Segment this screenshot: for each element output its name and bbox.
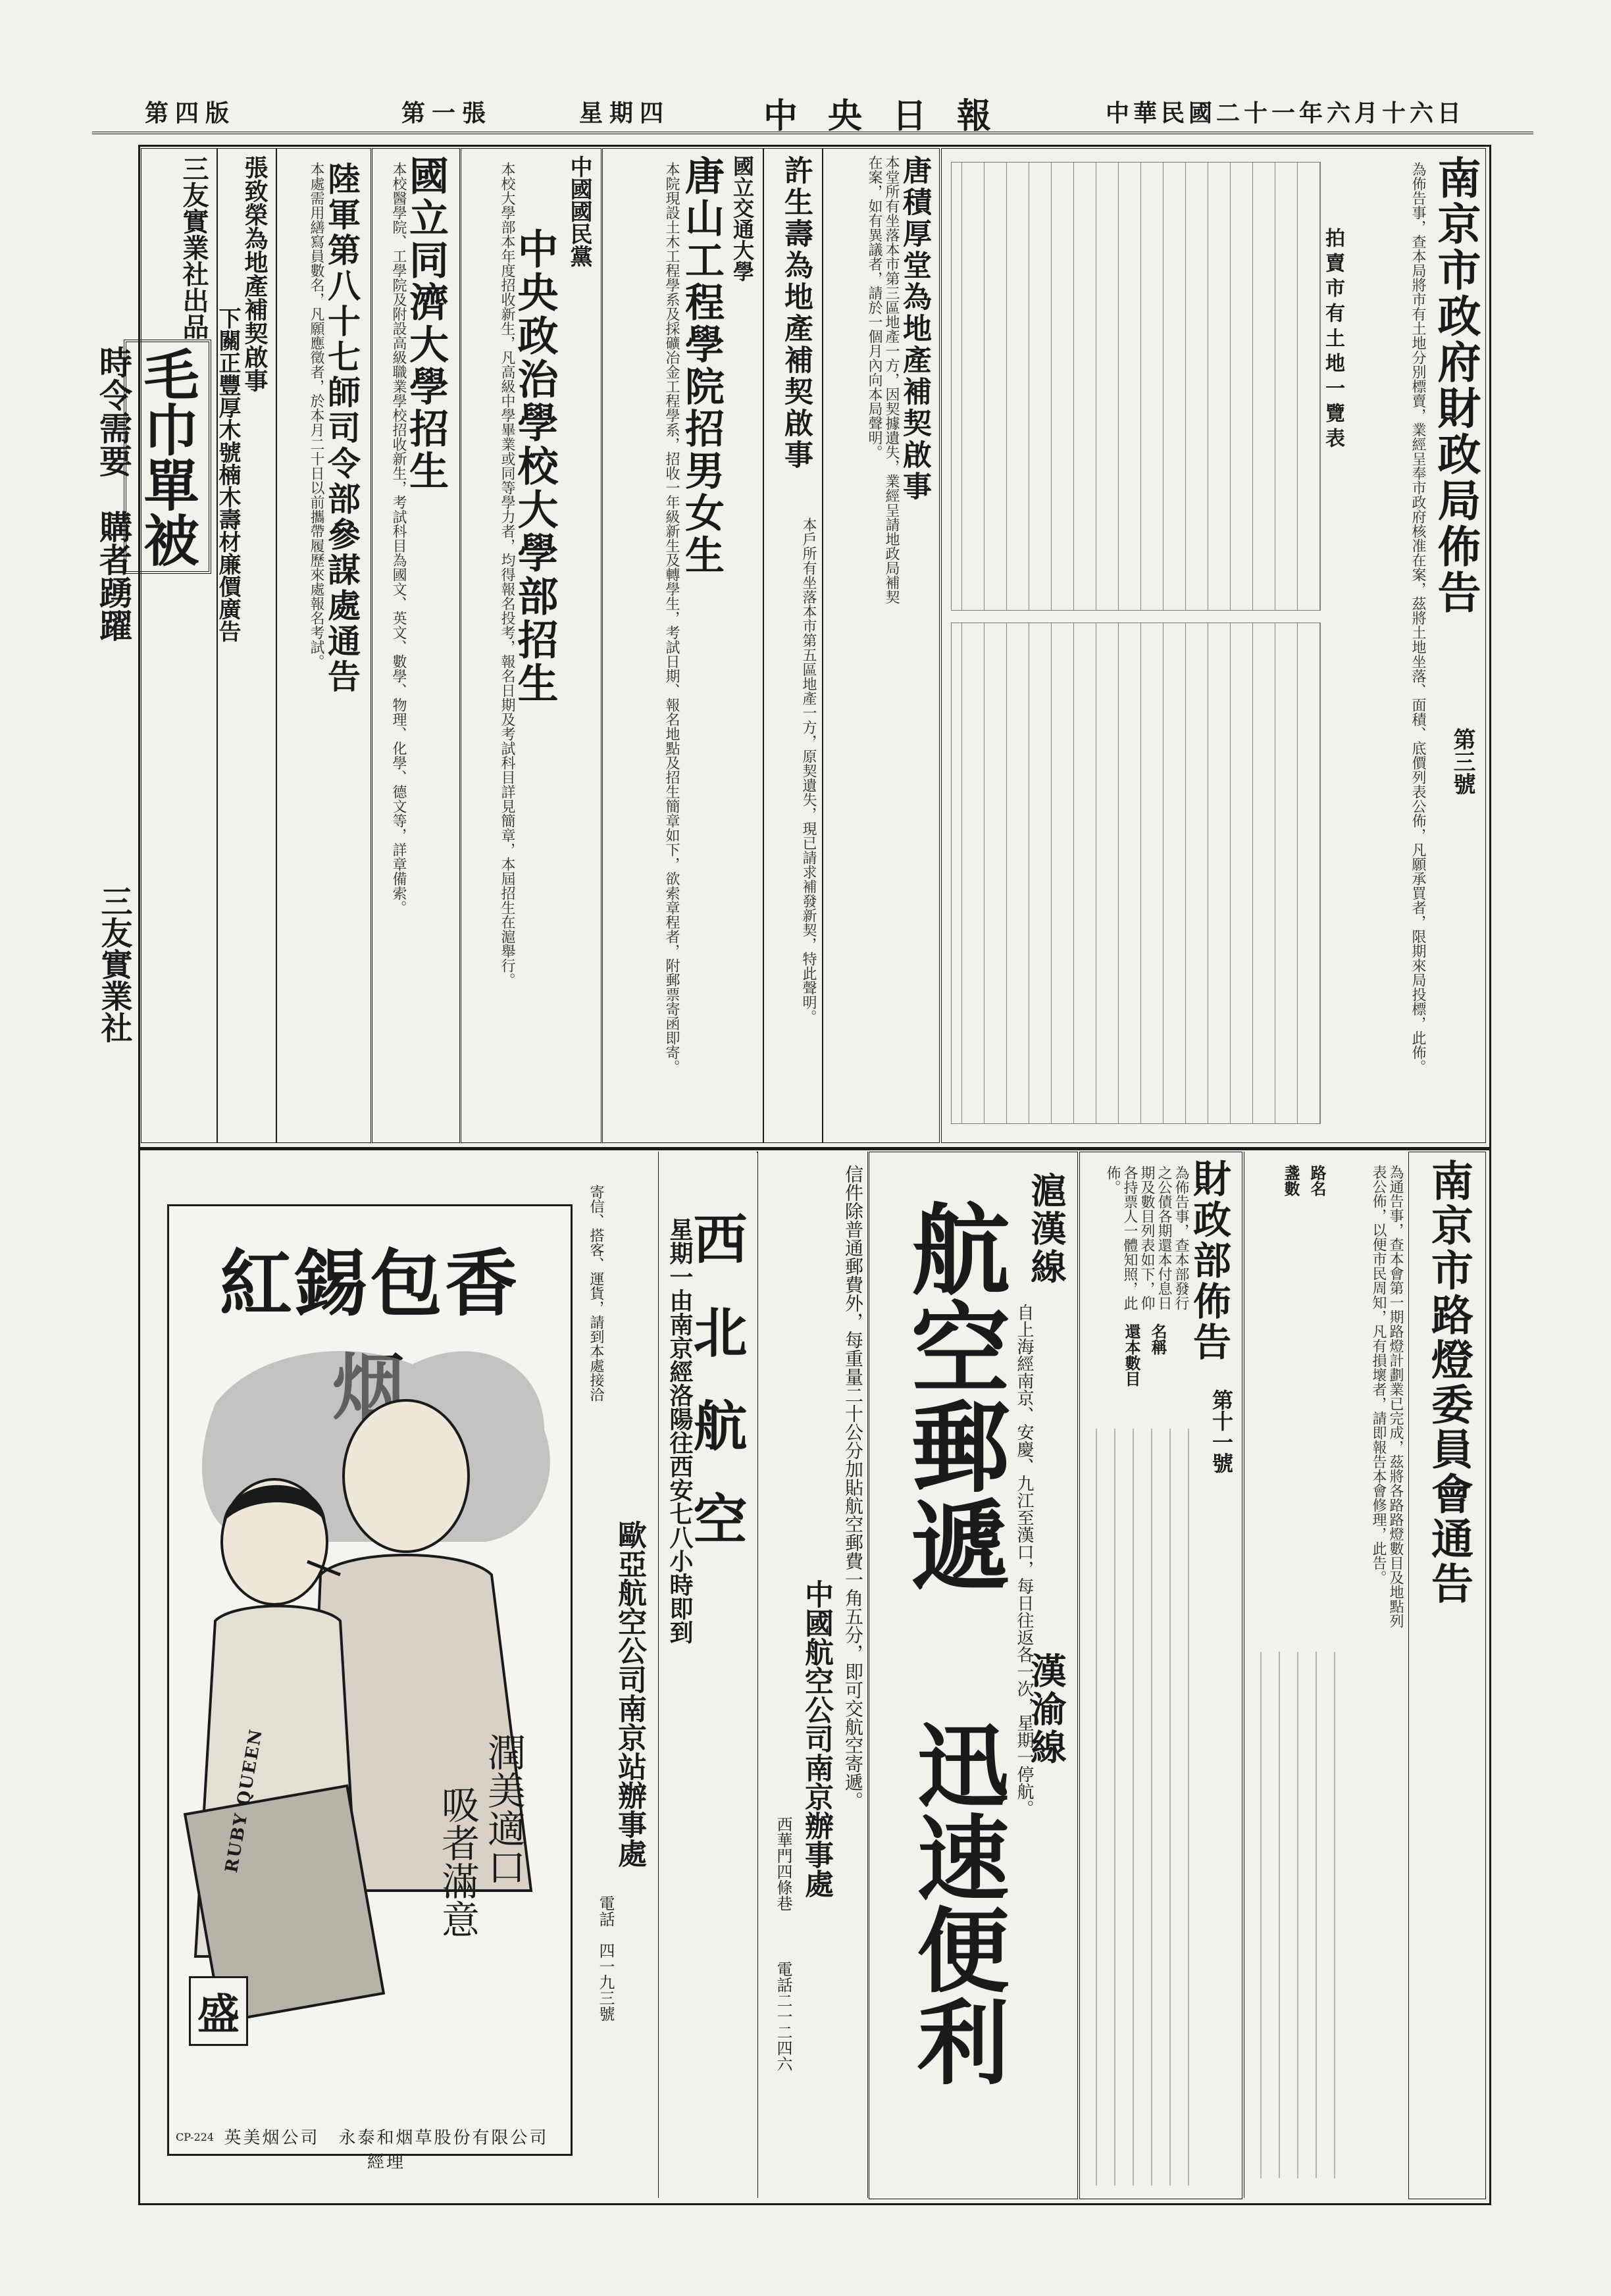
tongji-ad <box>372 148 460 1143</box>
elder-head <box>344 1400 469 1552</box>
airmail-route1: 滬漢線 <box>1025 1172 1067 1287</box>
masthead-paper: 中央日報 <box>763 96 1022 136</box>
cigarette-left-slogan: 吸者滿意 <box>435 1785 480 1938</box>
tangshan-title: 唐山工程學院招男女生 <box>678 155 725 576</box>
airmail-big2: 迅速便利 <box>902 1718 1010 2087</box>
finance-bureau-number: 第三號 <box>1449 728 1475 795</box>
finance-col-name: 名稱 <box>1148 1323 1167 1355</box>
tangshan-ad <box>602 148 763 1143</box>
land-table-heading: 拍賣市有土地一覽表 <box>1321 228 1344 453</box>
northwest-phone: 電話 四一九三號 <box>596 1895 615 2022</box>
notice-tangji-title: 唐積厚堂為地產補契啟事 <box>898 155 931 503</box>
lamp-rows <box>1250 1652 1335 2178</box>
lamp-col-road: 路名 <box>1308 1165 1327 1196</box>
land-table <box>951 162 1321 611</box>
towel-title: 毛巾單被 <box>124 340 211 574</box>
airmail-line1: 自上海經南京、安慶、九江至漢口，每日往返各一次，星期一停航。 <box>1014 1304 1034 1817</box>
tangshan-lead: 國立交通大學 <box>730 155 755 282</box>
tongji-title: 國立同濟大學招生 <box>403 155 449 492</box>
finance-bureau-title: 南京市政府財政局佈告 <box>1430 155 1481 616</box>
northwest-note: 寄信、搭客、運貨，請到本處接洽 <box>588 1185 604 1402</box>
airmail-ad <box>869 1152 1078 2199</box>
cigarette-footer: 英美烟公司 永泰和烟草股份有限公司經理 <box>224 2128 549 2172</box>
lumber-title: 下關正豐厚木號楠木壽材廉價廣告 <box>215 307 241 642</box>
cigarette-ad-frame <box>167 1204 573 2172</box>
airmail-note: 信件除普通郵費外，每重量二十公分加貼航空郵費一角五分，即可交航空寄遞。 <box>842 1165 864 1810</box>
finance-ministry-notice <box>1079 1152 1242 2199</box>
towel-slogan-display: 時令需要 購者踴躍 <box>94 345 133 642</box>
division87-notice <box>276 148 371 1143</box>
masthead-sheet: 第一張 <box>401 99 493 127</box>
notice-tangji-body: 本堂所有坐落本市第三區地產一方，因契據遺失，業經呈請地政局補契在案，如有異議者，請於一個月內向本局聲明。 <box>866 155 900 604</box>
lamp-col-count: 盞數 <box>1281 1165 1300 1196</box>
finance-ministry-title: 財政部佈告 <box>1187 1159 1231 1363</box>
zhongzheng-ad <box>461 148 601 1143</box>
finance-bureau-notice <box>941 148 1486 1143</box>
cigarette-pack-label: RUBY QUEEN <box>222 1727 267 1875</box>
lamp-notice <box>1408 1152 1486 2199</box>
airmail-company: 中國航空公司南京辦事處 <box>800 1579 833 1898</box>
division87-body: 本處需用繕寫員數名，凡願應徵者，於本月二十日以前攜帶履歷來處報名考試。 <box>308 162 324 669</box>
notice-xu-title: 許生壽為地產補契啟事 <box>779 155 813 471</box>
lumber-ad <box>217 148 276 1143</box>
finance-ministry-body: 為佈告事，查本部發行之公債各期還本付息日期及數目列表如下，仰各持票人一體知照，此佈。 <box>1104 1165 1189 1310</box>
towel-brand: 三友實業社出品 <box>178 155 209 340</box>
lamp-title: 南京市路燈委員會通告 <box>1424 1159 1473 1606</box>
land-table-continued <box>951 623 1321 1124</box>
masthead <box>92 92 1533 134</box>
zhongzheng-title: 中央政治學校大學部招生 <box>511 228 559 705</box>
cigarette-tag: 盛 <box>189 1976 248 2046</box>
masthead-page: 第四版 <box>145 99 236 127</box>
cigarette-headline: 紅錫包香 <box>220 1241 520 1326</box>
property-notices <box>823 148 940 1143</box>
airmail-addr: 西華門四條巷 <box>774 1816 792 1911</box>
northwest-ad-actual <box>658 1152 758 2198</box>
lamp-table <box>1244 1152 1408 2198</box>
lamp-body: 為通告事，查本會第一期路燈計劃業已完成，茲將各路路燈數目及地點列表公佈，以便市民周知，凡有損壞者，請即報告本會修理，此告。 <box>1370 1165 1404 1628</box>
cigarette-right-slogan: 潤美適口 <box>481 1733 526 1885</box>
finance-table <box>1087 1429 1189 2185</box>
finance-col-amount: 還本數目 <box>1122 1323 1141 1387</box>
finance-ministry-number: 第十一號 <box>1209 1389 1234 1473</box>
airmail-route2: 漢渝線 <box>1025 1652 1067 1767</box>
airmail-phone: 電話二一二四六 <box>774 1961 792 2072</box>
masthead-date: 中華民國二十一年六月十六日 <box>1106 99 1466 127</box>
towel-ad <box>135 148 217 1143</box>
notice-column-xu <box>763 148 823 1143</box>
zhongzheng-lead: 中國國民黨 <box>566 155 592 267</box>
tangshan-body: 本院現設土木工程學系及採礦冶金工程學系，招收一年級新生及轉學生，考試日期、報名地點及招生簡章如下，欲索章程者，附郵票寄函即寄。 <box>663 162 680 1074</box>
finance-bureau-body: 為佈告事，查本局將市有土地分別標賣，業經呈奉市政府核准在案，茲將土地坐落、面積、底價列表公佈，凡願承買者，限期來局投標，此佈。 <box>1410 162 1426 1074</box>
towel-company: 三友實業社 <box>95 885 132 1043</box>
northwest-company: 歐亞航空公司南京站辦事處 <box>613 1520 646 1868</box>
tongji-body: 本校醫學院、工學院及附設高級職業學校招收新生，考試科目為國文、英文、數學、物理、化學、德文等，詳章備索。 <box>390 162 407 915</box>
division87-title: 陸軍第八十七師司令部參謀處通告 <box>322 162 361 695</box>
cigarette-ad <box>141 1152 657 2198</box>
cigarette-illustration <box>176 1325 564 2022</box>
airmail-footer <box>763 1152 868 2198</box>
northwest-schedule: 星期一由南京經洛陽往西安七八小時即到 <box>666 1217 694 1644</box>
airmail-big: 航空郵遞 <box>894 1198 1010 1593</box>
zhongzheng-body: 本校大學部本年度招收新生，凡高級中學畢業或同等學力者，均得報名投考，報名日期及考試科目詳見簡章，本屆招生在滬舉行。 <box>499 162 515 987</box>
zhangzhirong-title: 張致榮為地產補契啟事 <box>241 155 268 392</box>
cigarette-code: CP-224 <box>176 2131 215 2143</box>
northwest-title: 西北航空 <box>684 1211 748 1585</box>
notice-xu-body: 本戶所有坐落本市第五區地產一方，原契遺失，現已請求補發新契，特此聲明。 <box>800 517 817 1024</box>
towel-slogan-area <box>92 148 140 1142</box>
masthead-weekday: 星期四 <box>579 99 671 127</box>
